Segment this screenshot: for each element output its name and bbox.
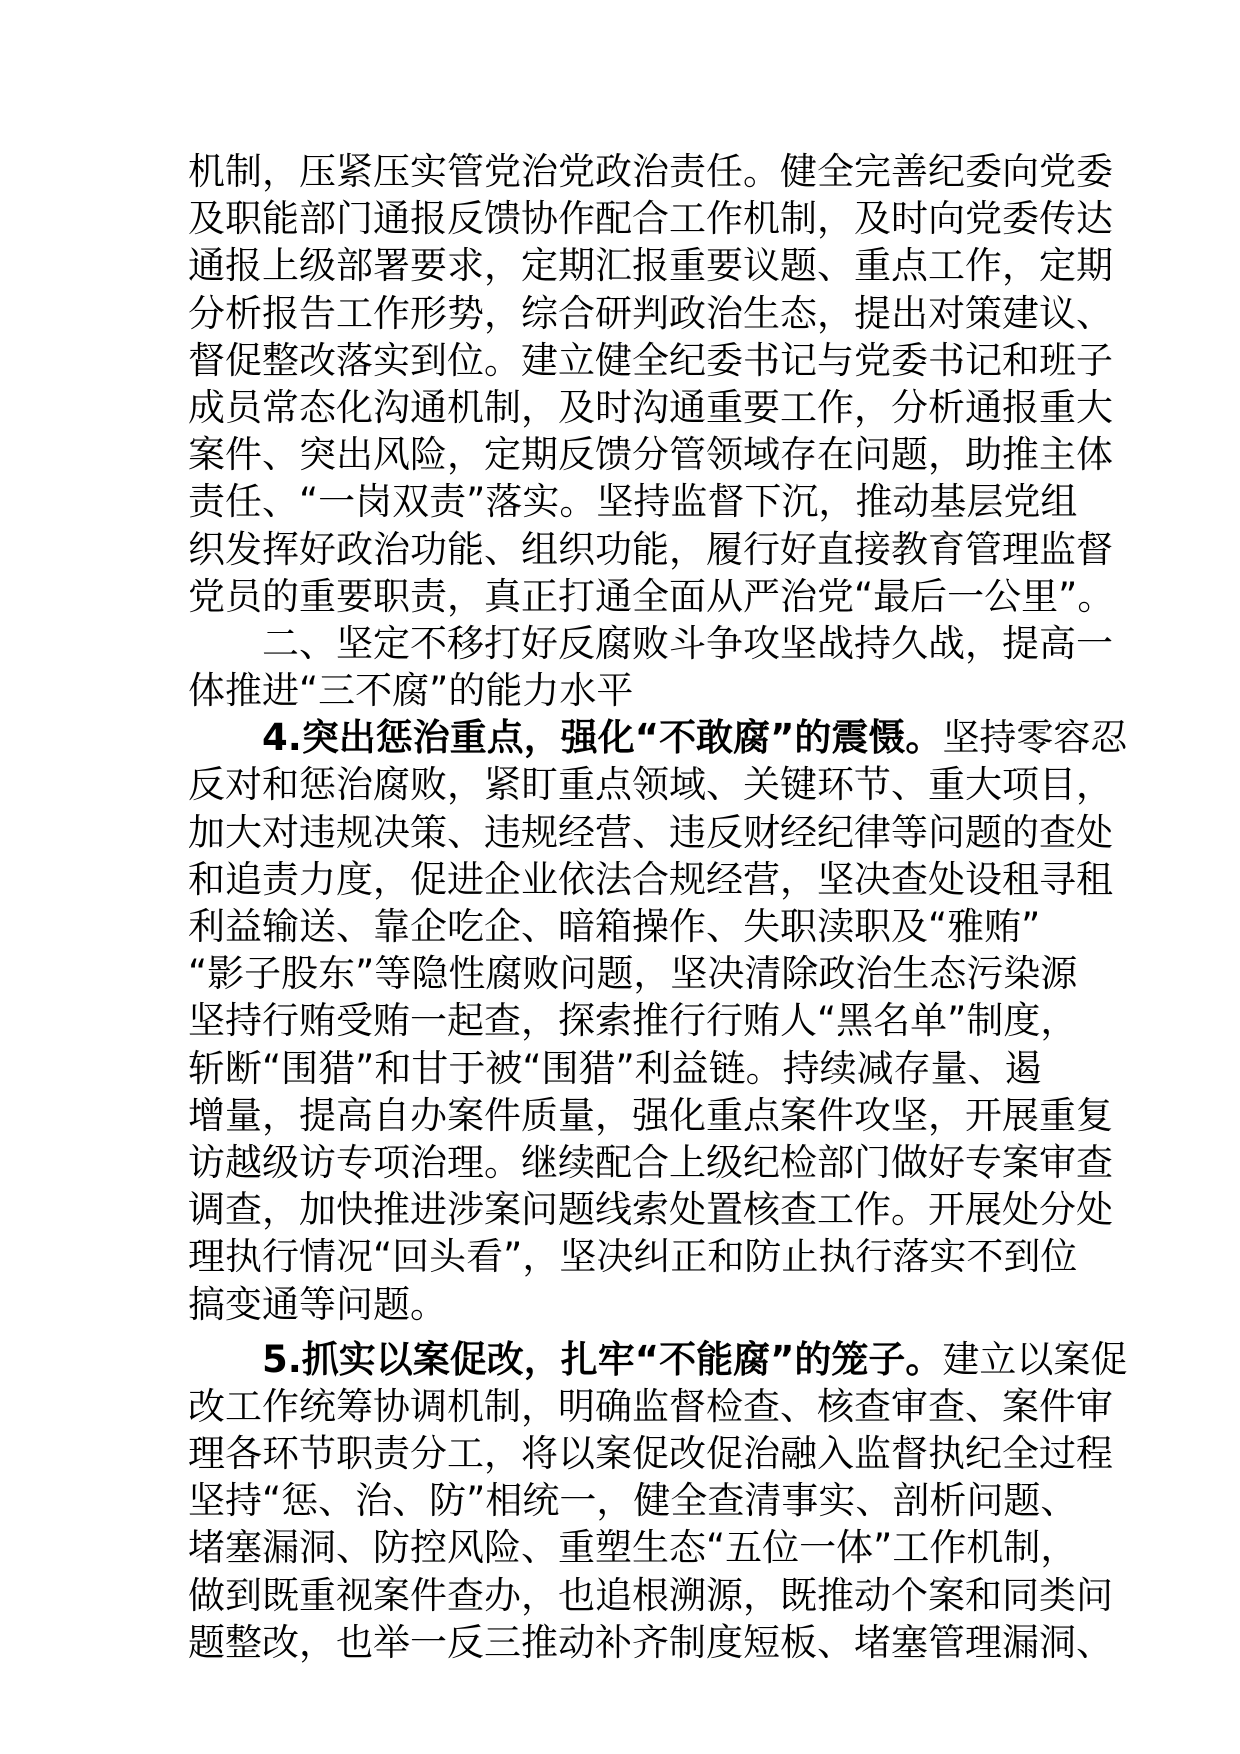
document-body [188, 148, 1128, 1666]
text-line: 理执行情况“回头看”，坚决纠正和防止执行落实不到位 [188, 1235, 1078, 1279]
text-line: 责任、“一岗双责”落实。坚持监督下沉，推动基层党组 [188, 480, 1078, 524]
text-line: 督促整改落实到位。建立健全纪委书记与党委书记和班子 [188, 338, 1113, 382]
item-4-paragraph [188, 714, 1128, 1327]
item-5-paragraph [188, 1336, 1128, 1666]
text-line: 及职能部门通报反馈协作配合工作机制，及时向党委传达 [188, 197, 1113, 241]
text-line: 斩断“围猎”和甘于被“围猎”利益链。持续减存量、遏 [188, 1046, 1042, 1090]
item-4-first-line-rest: 坚持零容忍 [942, 716, 1128, 760]
text-line: 和追责力度，促进企业依法合规经营，坚决查处设租寻租 [188, 857, 1113, 901]
item-4-lead: 4.突出惩治重点，强化“不敢腐”的震慑。 [262, 716, 943, 760]
item-5-lead: 5.抓实以案促改，扎牢“不能腐”的笼子。 [262, 1337, 943, 1381]
text-line: 堵塞漏洞、防控风险、重塑生态“五位一体”工作机制， [188, 1526, 1078, 1570]
text-line: 访越级访专项治理。继续配合上级纪检部门做好专案审查 [188, 1140, 1113, 1184]
item-5-first-line-rest: 建立以案促 [942, 1337, 1128, 1381]
item-5-first-line [188, 1336, 1128, 1383]
text-line: 加大对违规决策、违规经营、违反财经纪律等问题的查处 [188, 810, 1113, 854]
text-line: 题整改，也举一反三推动补齐制度短板、堵塞管理漏洞、 [188, 1620, 1113, 1664]
text-line: “影子股东”等隐性腐败问题，坚决清除政治生态污染源 [188, 952, 1078, 996]
heading-line: 二、坚定不移打好反腐败斗争攻坚战持久战，提高一 [262, 621, 1113, 665]
section-heading [188, 620, 1113, 714]
text-line: 坚持“惩、治、防”相统一，健全查清事实、剖析问题、 [188, 1479, 1078, 1523]
text-line: 理各环节职责分工，将以案促改促治融入监督执纪全过程 [188, 1432, 1113, 1476]
text-line: 坚持行贿受贿一起查，探索推行行贿人“黑名单”制度， [188, 999, 1078, 1043]
text-line: 改工作统筹协调机制，明确监督检查、核查审查、案件审 [188, 1384, 1113, 1428]
heading-line: 体推进“三不腐”的能力水平 [188, 669, 634, 713]
text-line: 做到既重视案件查办，也追根溯源，既推动个案和同类问 [188, 1573, 1113, 1617]
paragraph-gap [188, 1328, 1052, 1336]
text-line: 利益输送、靠企吃企、暗箱操作、失职渎职及“雅贿” [188, 905, 1041, 948]
text-line: 增量，提高自办案件质量，强化重点案件攻坚，开展重复 [188, 1093, 1113, 1137]
text-line: 党员的重要职责，真正打通全面从严治党“最后一公里”。 [188, 574, 1115, 618]
text-line: 分析报告工作形势，综合研判政治生态，提出对策建议、 [188, 291, 1113, 335]
text-line: 成员常态化沟通机制，及时沟通重要工作，分析通报重大 [188, 385, 1113, 429]
text-line: 搞变通等问题。 [188, 1282, 447, 1326]
item-4-first-line [188, 714, 1128, 761]
text-line: 机制，压紧压实管党治党政治责任。健全完善纪委向党委 [188, 150, 1113, 193]
text-line: 案件、突出风险，定期反馈分管领域存在问题，助推主体 [188, 433, 1113, 477]
text-line: 织发挥好政治功能、组织功能，履行好直接教育管理监督 [188, 527, 1113, 571]
text-line: 通报上级部署要求，定期汇报重要议题、重点工作，定期 [188, 244, 1113, 288]
text-line: 反对和惩治腐败，紧盯重点领域、关键环节、重大项目， [188, 763, 1113, 807]
text-line: 调查，加快推进涉案问题线索处置核查工作。开展处分处 [188, 1188, 1113, 1232]
paragraph-continuation [188, 148, 1115, 620]
